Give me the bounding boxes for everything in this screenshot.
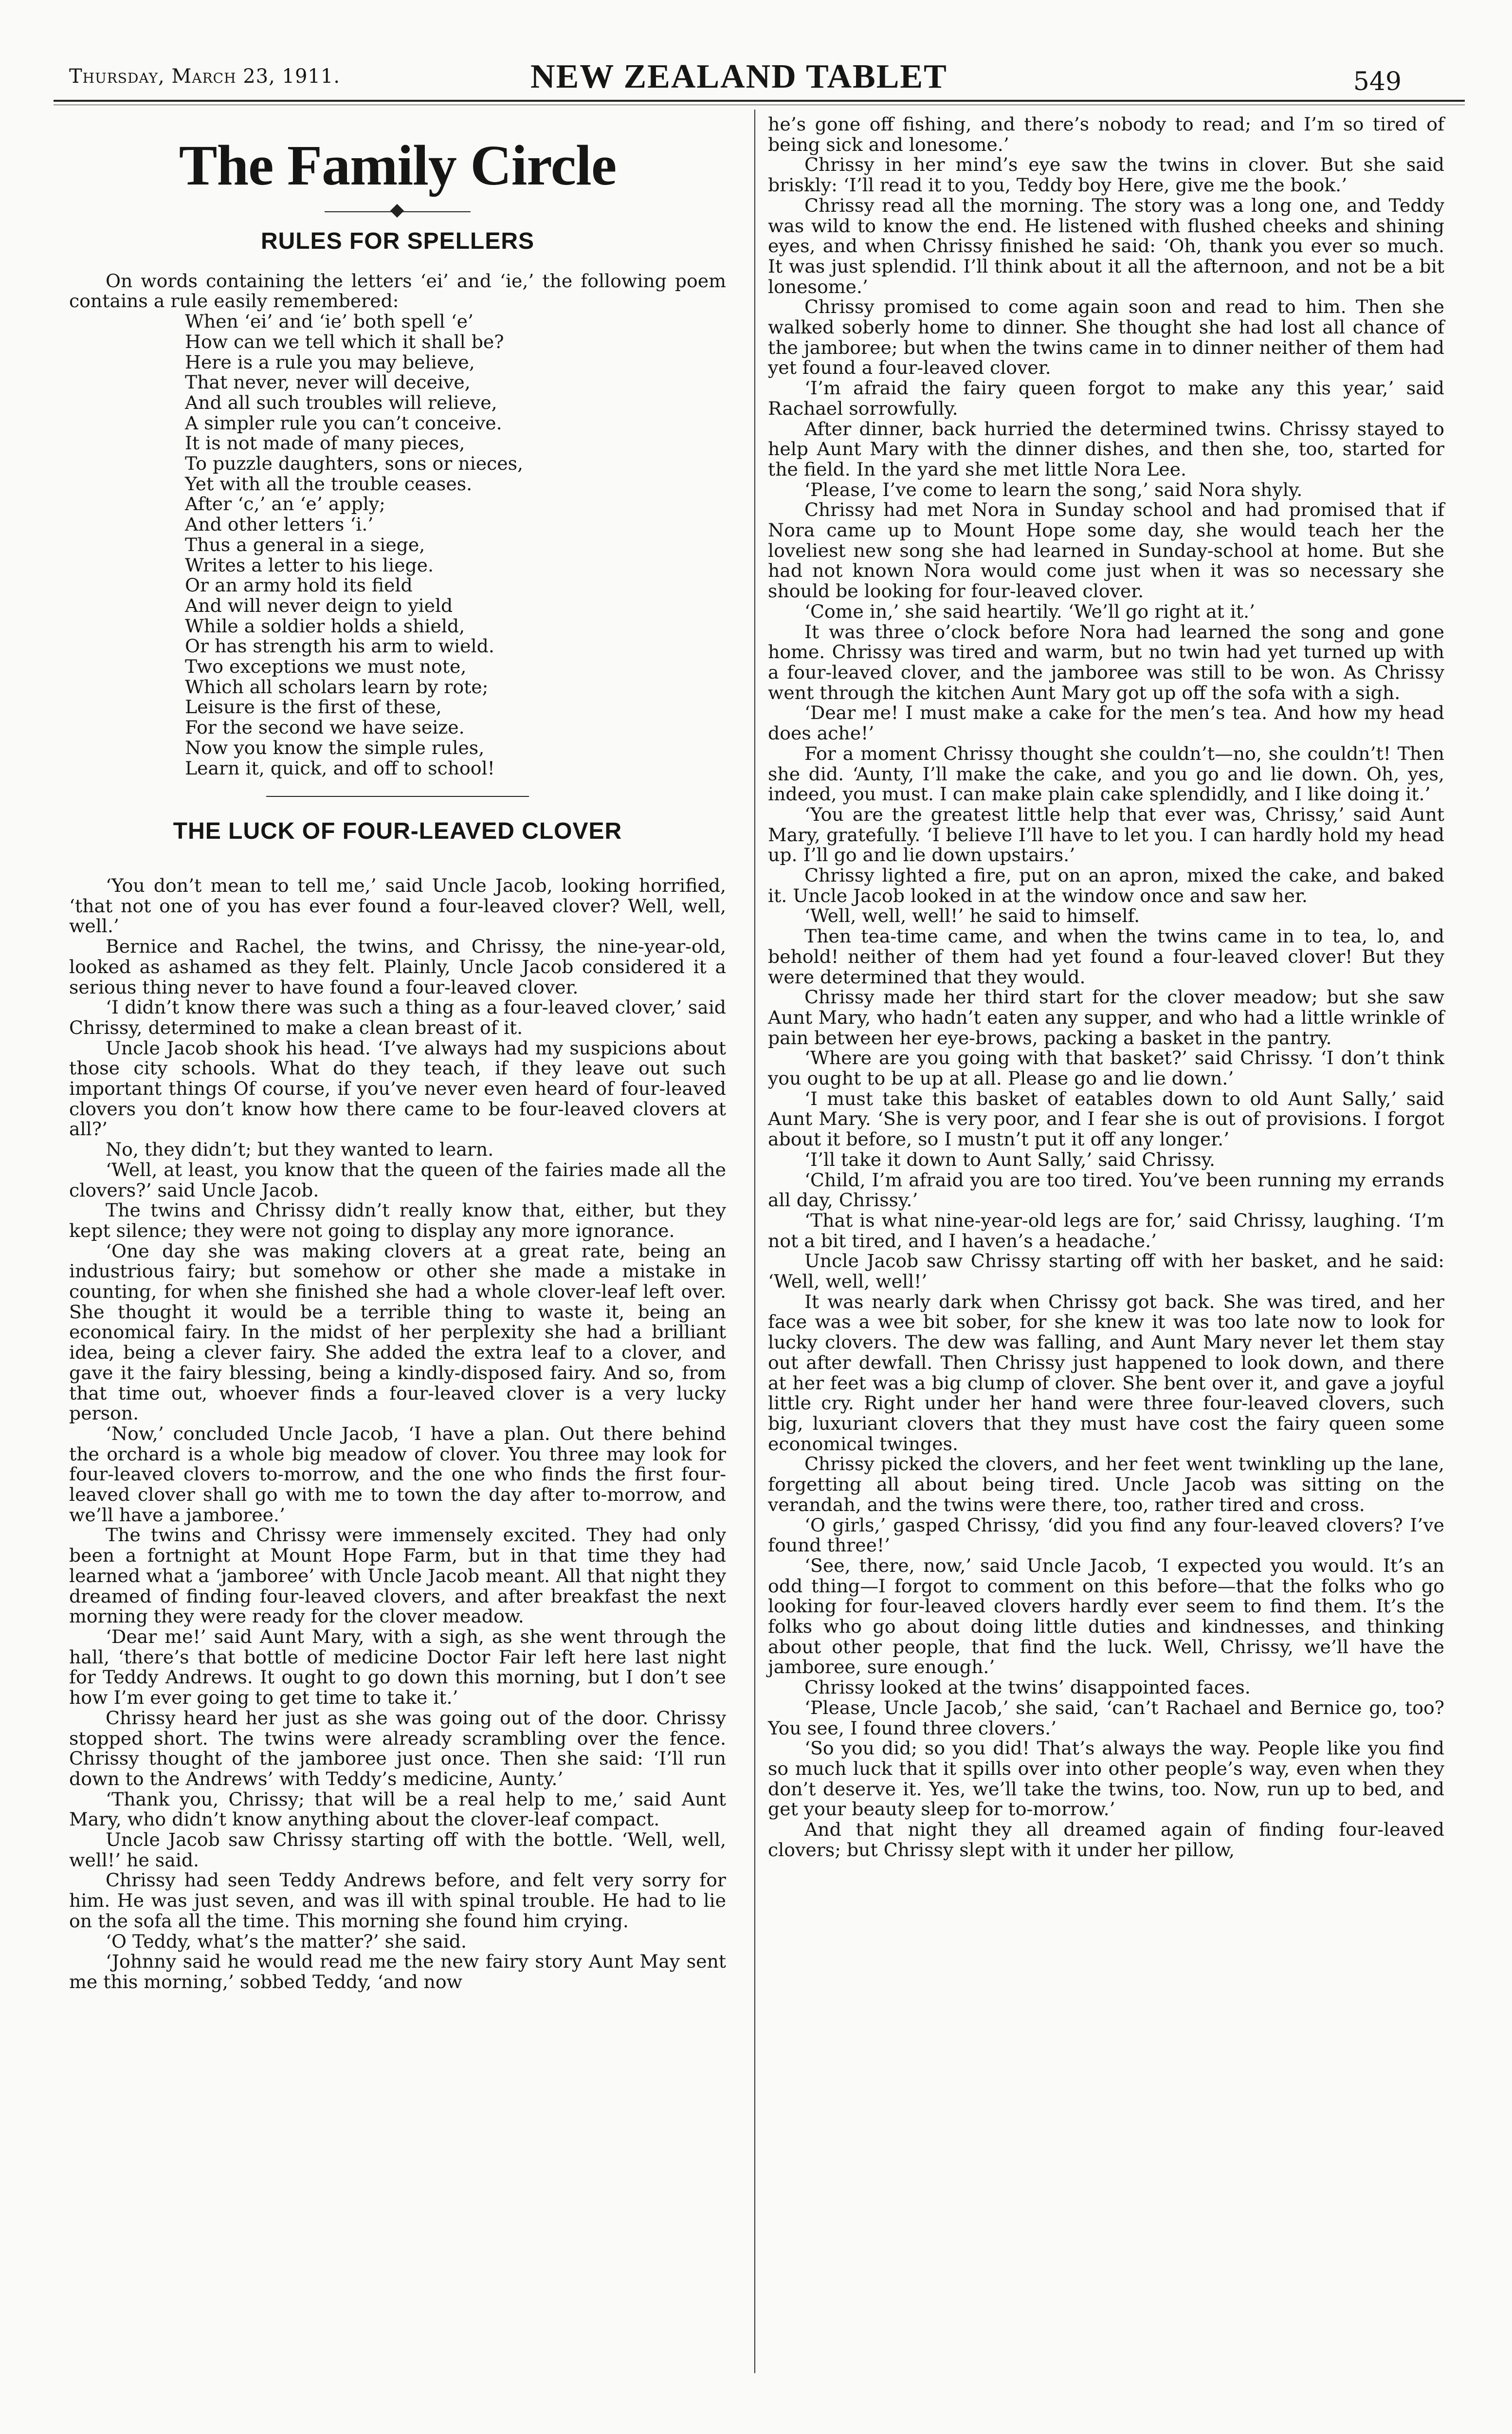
poem-line: Two exceptions we must note, xyxy=(185,656,467,678)
paragraph: Chrissy had seen Teddy Andrews before, and felt very sorry for him. He was just seven, and was ill with spinal trouble. He had to lie on the sofa all the time. This morning she found him crying. xyxy=(69,1869,726,1932)
clover-left-text xyxy=(69,876,726,1992)
poem-line: It is not made of many pieces, xyxy=(185,432,465,454)
issue-date: Thursday, March 23, 1911. xyxy=(69,65,341,88)
paragraph: he’s gone off fishing, and there’s nobody to read; and I’m so tired of being sick and lonesome.’ xyxy=(768,113,1444,155)
paragraph: ‘I must take this basket of eatables down to old Aunt Sally,’ said Aunt Mary. ‘She is very poor, and I fear she is out of provisions. I forgot about it before, so I mustn’t put it off any longer.’ xyxy=(768,1088,1444,1150)
paragraph: After dinner, back hurried the determined twins. Chrissy stayed to help Aunt Mary with the dinner dishes, and then she, too, started for the field. In the yard she met little Nora Lee. xyxy=(768,418,1444,480)
poem-line: After ‘c,’ an ‘e’ apply; xyxy=(185,493,385,515)
paragraph: ‘Well, at least, you know that the queen of the fairies made all the clovers?’ said Uncle Jacob. xyxy=(69,1159,726,1201)
poem-line: Writes a letter to his liege. xyxy=(185,554,434,576)
paragraph: ‘Child, I’m afraid you are too tired. You’ve been running my errands all day, Chrissy.’ xyxy=(768,1169,1444,1211)
poem-line: A simpler rule you can’t conceive. xyxy=(185,412,502,434)
paragraph: ‘See, there, now,’ said Uncle Jacob, ‘I expected you would. It’s an odd thing—I forgot to comment on this before—that the folks who go looking for four-leaved clovers hardly ever seem to find them. It’s the folks who go about doing little duties and kindnesses, and thinking about other people, that find the luck. Well, Chrissy, we’ll have the jamboree, sure enough.’ xyxy=(768,1554,1444,1678)
paragraph: ‘I didn’t know there was such a thing as a four-leaved clover,’ said Chrissy, determined to make a clean breast of it. xyxy=(69,996,726,1038)
poem-line: That never, never will deceive, xyxy=(185,371,471,393)
column-divider xyxy=(754,110,755,2373)
rules-heading: RULES FOR SPELLERS xyxy=(260,228,535,254)
paragraph: ‘Now,’ concluded Uncle Jacob, ‘I have a plan. Out there behind the orchard is a whole big meadow of clover. You three may look for four-leaved clovers to-morrow, and the one who finds the first four-leaved clover shall go with me to town the day after to-morrow, and we’ll have a jamboree.’ xyxy=(69,1422,726,1526)
paragraph: ‘Come in,’ she said heartily. ‘We’ll go right at it.’ xyxy=(804,600,1256,622)
poem-line: How can we tell which it shall be? xyxy=(185,331,504,352)
poem-line: While a soldier holds a shield, xyxy=(185,615,465,637)
paragraph: Chrissy picked the clovers, and her feet went twinkling up the lane, forgetting all about being tired. Uncle Jacob was sitting on the verandah, and the twins were there, too, rather tired and cross. xyxy=(768,1453,1444,1515)
poem-line: To puzzle daughters, sons or nieces, xyxy=(185,453,524,475)
paragraph: Chrissy read all the morning. The story was a long one, and Teddy was wild to know the end. He listened with flushed cheeks and shining eyes, and when Chrissy finished he said: ‘Oh, thank you ever so much. It was just splendid. I’ll think about it all the afternoon, and not be a bit lonesome.’ xyxy=(768,194,1444,297)
poem-line: And will never deign to yield xyxy=(185,594,453,616)
paragraph: Bernice and Rachel, the twins, and Chrissy, the nine-year-old, looked as ashamed as they felt. Plainly, Uncle Jacob considered it a serious thing never to have found a four-leaved clover. xyxy=(69,936,726,998)
paragraph: Chrissy promised to come again soon and read to him. Then she walked soberly home to dinner. She thought she had lost all chance of the jamboree; but when the twins came in to dinner neither of them had yet found a four-leaved clover. xyxy=(768,296,1444,379)
paragraph: ‘I’ll take it down to Aunt Sally,’ said Chrissy. xyxy=(804,1148,1216,1170)
left-column xyxy=(69,114,726,1992)
paragraph: Uncle Jacob shook his head. ‘I’ve always had my suspicions about those city schools. What do they teach, if they leave out such important things Of course, if you’ve never even heard of four-leaved clovers you don’t know how there came to be four-leaved clovers at all?’ xyxy=(69,1037,726,1140)
paragraph: Chrissy had met Nora in Sunday school and had promised that if Nora came up to Mount Hope some day, she would teach her the loveliest new song she had learned in Sunday-school at home. But she had not known Nora would come just when it was so necessary she should be looking for four-leaved clover. xyxy=(768,499,1444,602)
paragraph: Then tea-time came, and when the twins came in to tea, lo, and behold! neither of them had yet found a four-leaved clover! But they were determined that they would. xyxy=(768,925,1444,988)
article-separator xyxy=(266,796,529,797)
paragraph: ‘Please, I’ve come to learn the song,’ said Nora shyly. xyxy=(804,479,1303,500)
right-column xyxy=(768,114,1444,1860)
header-rule xyxy=(54,100,1465,102)
paragraph: Chrissy heard her just as she was going out of the door. Chrissy stopped short. The twins were already scrambling over the fence. Chrissy thought of the jamboree just once. Then she said: ‘I’ll run down to the Andrews’ with Teddy’s medicine, Aunty.’ xyxy=(69,1707,726,1789)
poem-line: Leisure is the first of these, xyxy=(185,696,442,718)
poem-line: Which all scholars learn by rote; xyxy=(185,676,489,698)
paragraph: ‘You are the greatest little help that ever was, Chrissy,’ said Aunt Mary, gratefully. ‘I believe I’ll have to let you. I can hardly hold my head up. I’ll go and lie down upstairs.’ xyxy=(768,803,1444,866)
section-title: The Family Circle xyxy=(179,133,617,197)
paragraph: The twins and Chrissy were immensely excited. They had only been a fortnight at Mount Hope Farm, but in that time they had learned what a ‘jamboree’ with Uncle Jacob meant. All that night they dreamed of finding four-leaved clovers, and after breakfast the next morning they were ready for the clover meadow. xyxy=(69,1524,726,1627)
paragraph: ‘Please, Uncle Jacob,’ she said, ‘can’t Rachael and Bernice go, too? You see, I found three clovers.’ xyxy=(768,1696,1444,1739)
paragraph: No, they didn’t; but they wanted to learn. xyxy=(106,1139,494,1161)
poem-line: Thus a general in a siege, xyxy=(185,534,425,555)
paragraph: ‘You don’t mean to tell me,’ said Uncle Jacob, looking horrified, ‘that not one of you has ever found a four-leaved clover? Well, well, well.’ xyxy=(69,874,726,937)
page-number: 549 xyxy=(1353,67,1402,96)
paragraph: ‘One day she was making clovers at a great rate, being an industrious fairy; but somehow or other she made a mistake in counting, for when she finished she had a whole clover-leaf left over. She thought it would be a terrible thing to waste it, being an economical fairy. In the midst of her perplexity she had a brilliant idea, being a clever fairy. She added the extra leaf to a clover, and gave it the fairy blessing, being a kindly-disposed fairy. And so, from that time out, whoever finds a four-leaved clover is a very lucky person. xyxy=(69,1240,726,1424)
paragraph: ‘Dear me! I must make a cake for the men’s tea. And how my head does ache!’ xyxy=(768,702,1444,744)
diamond-ornament xyxy=(325,202,471,221)
poem-line: Here is a rule you may believe, xyxy=(185,351,475,373)
paragraph: Chrissy lighted a fire, put on an apron, mixed the cake, and baked it. Uncle Jacob looked in at the window once and saw her. xyxy=(768,865,1444,906)
poem-line: Or has strength his arm to wield. xyxy=(185,635,494,657)
paragraph: Chrissy in her mind’s eye saw the twins in clover. But she said briskly: ‘I’ll read it to you, Teddy boy Here, give me the book.’ xyxy=(768,154,1444,196)
paragraph: For a moment Chrissy thought she couldn’t—no, she couldn’t! Then she did. ‘Aunty, I’ll make the cake, and you go and lie down. Oh, yes, indeed, you must. I can make plain cake splendidly, and I like doing it.’ xyxy=(768,742,1444,805)
poem-line: Learn it, quick, and off to school! xyxy=(185,757,495,779)
publication-title: NEW ZEALAND TABLET xyxy=(530,58,947,95)
poem-line: And other letters ‘i.’ xyxy=(185,514,374,535)
poem-line: When ‘ei’ and ‘ie’ both spell ‘e’ xyxy=(185,311,474,332)
clover-heading: THE LUCK OF FOUR-LEAVED CLOVER xyxy=(173,818,622,845)
paragraph: Uncle Jacob saw Chrissy starting off with her basket, and he said: ‘Well, well, well!’ xyxy=(768,1250,1444,1292)
paragraph: It was three o’clock before Nora had learned the song and gone home. Chrissy was tired and warm, but no twin had yet turned up with a four-leaved clover, and the jamboree was still to be won. As Chrissy went through the kitchen Aunt Mary got up off the sofa with a sigh. xyxy=(768,621,1444,703)
clover-right-text xyxy=(768,114,1444,1860)
poem-line: Or an army hold its field xyxy=(185,574,413,596)
paragraph: ‘Johnny said he would read me the new fairy story Aunt May sent me this morning,’ sobbed Teddy, ‘and now xyxy=(69,1951,726,1992)
paragraph: ‘So you did; so you did! That’s always the way. People like you find so much luck that it spills over into other people’s way, even when they don’t deserve it. Yes, we’ll take the twins, too. Now, run up to bed, and get your beauty sleep for to-morrow.’ xyxy=(768,1737,1444,1820)
paragraph: ‘Dear me!’ said Aunt Mary, with a sigh, as she went through the hall, ‘there’s that bottle of medicine Doctor Fair left here last night for Teddy Andrews. It ought to go down this morning, but I don’t see how I’m ever going to get time to take it.’ xyxy=(69,1626,726,1709)
paragraph: ‘That is what nine-year-old legs are for,’ said Chrissy, laughing. ‘I’m not a bit tired, and I haven’s a headache.’ xyxy=(768,1209,1444,1252)
paragraph: ‘Well, well, well!’ he said to himself. xyxy=(804,905,1140,927)
paragraph: And that night they all dreamed again of finding four-leaved clovers; but Chrissy slept with it under her pillow, xyxy=(768,1819,1444,1861)
running-head xyxy=(54,53,1402,106)
paragraph: It was nearly dark when Chrissy got back. She was tired, and her face was a wee bit sober, for she knew it was too late now to look for lucky clovers. The dew was falling, and Aunt Mary never let them stay out after dewfall. Then Chrissy just happened to look down, and there at her feet was a big clump of clover. She bent over it, and gave a joyful little cry. Right under her hand were three four-leaved clovers, such big, luxuriant clovers that they must have cost the fairy queen some economical twinges. xyxy=(768,1291,1444,1455)
paragraph: ‘O Teddy, what’s the matter?’ she said. xyxy=(106,1930,467,1952)
paragraph: Chrissy made her third start for the clover meadow; but she saw Aunt Mary, who hadn’t eaten any supper, and who had a little wrinkle of pain between her eye-brows, packing a basket in the pantry. xyxy=(768,986,1444,1049)
paragraph: ‘I’m afraid the fairy queen forgot to make any this year,’ said Rachael sorrowfully. xyxy=(768,377,1444,419)
paragraph: Chrissy looked at the twins’ disappointed faces. xyxy=(804,1677,1251,1698)
poem-line: Yet with all the trouble ceases. xyxy=(185,473,473,495)
poem-line: For the second we have seize. xyxy=(185,717,465,738)
paragraph: ‘O girls,’ gasped Chrissy, ‘did you find any four-leaved clovers? I’ve found three!’ xyxy=(768,1514,1444,1556)
paragraph: ‘Where are you going with that basket?’ said Chrissy. ‘I don’t think you ought to be up at all. Please go and lie down.’ xyxy=(768,1047,1444,1089)
paragraph: The twins and Chrissy didn’t really know that, either, but they kept silence; they were not going to display any more ignorance. xyxy=(69,1199,726,1241)
rules-intro: On words containing the letters ‘ei’ and ‘ie,’ the following poem contains a rule easily remembered: xyxy=(69,270,726,312)
poem xyxy=(185,312,726,778)
poem-line: And all such troubles will relieve, xyxy=(185,391,497,413)
paragraph: Uncle Jacob saw Chrissy starting off with the bottle. ‘Well, well, well!’ he said. xyxy=(69,1829,726,1871)
poem-line: Now you know the simple rules, xyxy=(185,737,485,758)
paragraph: ‘Thank you, Chrissy; that will be a real help to me,’ said Aunt Mary, who didn’t know anything about the clover-leaf compact. xyxy=(69,1788,726,1830)
